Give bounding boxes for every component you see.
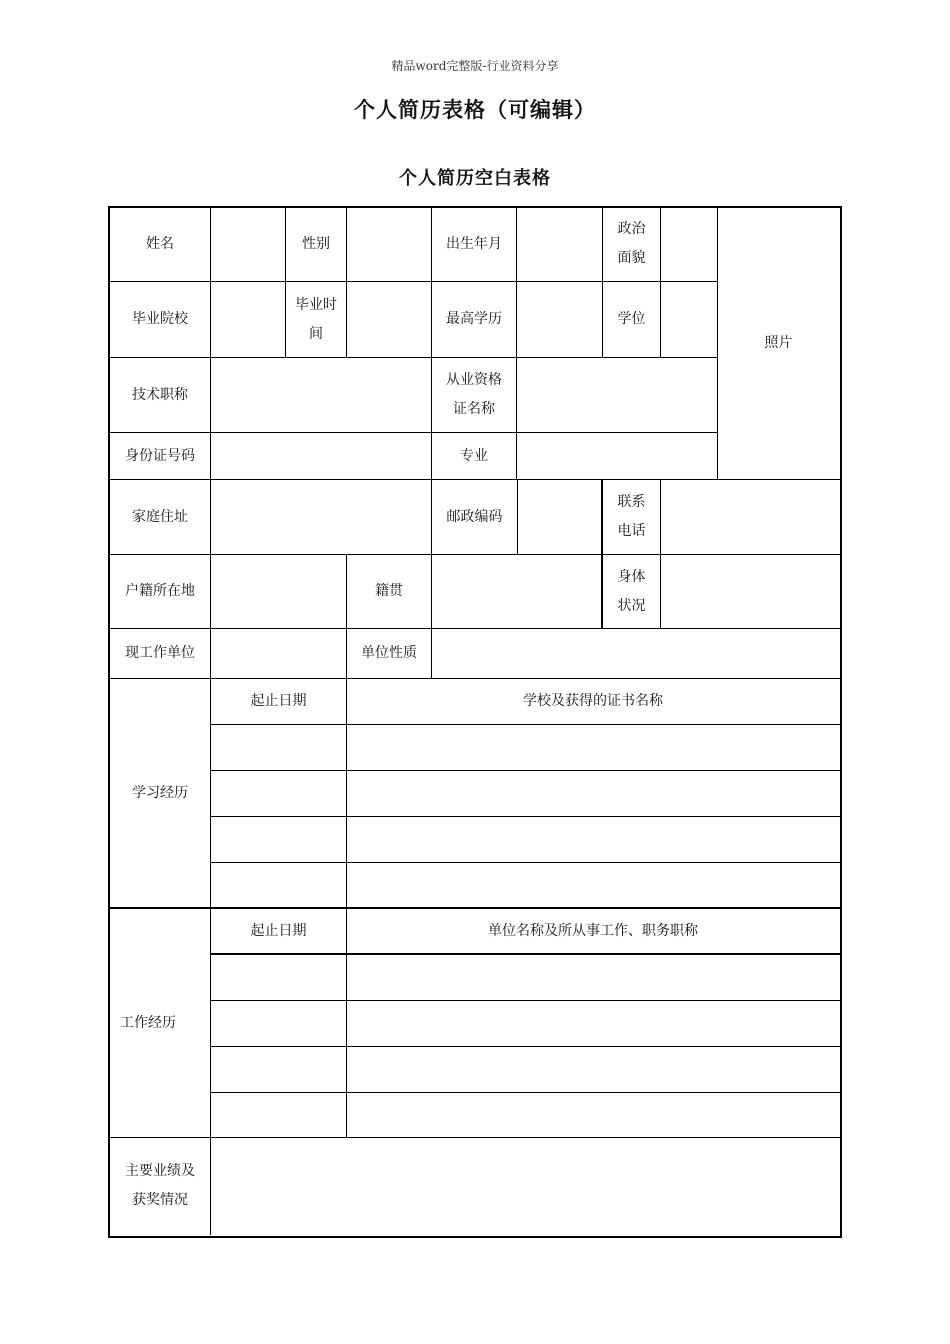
birth-field[interactable] [517, 207, 602, 281]
study-date-field[interactable] [211, 771, 346, 816]
grad-time-label-line1: 毕业时 [295, 296, 337, 313]
name-field[interactable] [211, 207, 285, 281]
study-date-field[interactable] [211, 817, 346, 862]
work-history-label: 工作经历 [120, 1014, 176, 1031]
work-unit-field[interactable] [347, 1047, 839, 1092]
native-field[interactable] [432, 555, 601, 628]
gender-label: 性别 [302, 235, 330, 252]
employer-type-label: 单位性质 [361, 645, 417, 661]
political-label [603, 207, 660, 281]
employer-field[interactable] [211, 629, 346, 678]
study-school-header: 学校及获得的证书名称 [523, 693, 663, 709]
study-date-field[interactable] [211, 725, 346, 770]
health-field[interactable] [661, 555, 839, 628]
name-label: 姓名 [146, 235, 174, 252]
health-label [603, 555, 660, 628]
hukou-label: 户籍所在地 [125, 583, 195, 599]
study-school-field[interactable] [347, 771, 839, 816]
work-date-header: 起止日期 [250, 922, 307, 939]
header-note: 精品word完整版-行业资料分享 [391, 59, 559, 73]
work-unit-field[interactable] [347, 1001, 839, 1046]
cert-label [432, 358, 516, 432]
awards-label-line1: 主要业绩及 [125, 1163, 195, 1179]
study-school-field[interactable] [347, 725, 839, 770]
page-title: 个人简历表格（可编辑） [354, 98, 596, 122]
cert-label-line2: 证名称 [453, 401, 495, 417]
phone-label-line1: 联系 [617, 494, 646, 510]
health-label-line2: 状况 [617, 597, 646, 614]
study-date-header: 起止日期 [250, 693, 307, 709]
phone-label [603, 480, 660, 554]
degree-level-label: 最高学历 [446, 311, 502, 327]
political-field[interactable] [661, 207, 717, 281]
cert-label-line1: 从业资格 [446, 372, 502, 388]
tech-title-field[interactable] [211, 358, 431, 432]
address-field[interactable] [211, 480, 431, 554]
birth-label: 出生年月 [446, 235, 502, 252]
school-field[interactable] [211, 282, 285, 357]
work-date-field[interactable] [211, 1093, 346, 1137]
awards-label-line2: 获奖情况 [132, 1192, 188, 1208]
employer-type-field[interactable] [432, 629, 839, 678]
work-unit-field[interactable] [347, 1093, 839, 1137]
major-label: 专业 [460, 447, 488, 464]
study-date-field[interactable] [211, 863, 346, 907]
study-school-field[interactable] [347, 817, 839, 862]
work-date-field[interactable] [211, 955, 346, 1000]
tech-title-label: 技术职称 [132, 386, 188, 403]
health-label-line1: 身体 [617, 568, 646, 585]
work-unit-header: 单位名称及所从事工作、职务职称 [488, 922, 698, 939]
work-date-field[interactable] [211, 1001, 346, 1046]
photo-box[interactable]: 照片 [764, 334, 793, 351]
grad-time-label-line2: 间 [309, 325, 323, 342]
page-subtitle: 个人简历空白表格 [399, 168, 551, 189]
school-label: 毕业院校 [132, 311, 188, 327]
awards-field[interactable] [211, 1138, 839, 1234]
degree-field[interactable] [661, 282, 717, 357]
awards-label [110, 1138, 210, 1234]
study-school-field[interactable] [347, 863, 839, 907]
employer-label: 现工作单位 [125, 645, 195, 661]
work-date-field[interactable] [211, 1047, 346, 1092]
postcode-field[interactable] [518, 480, 601, 554]
native-label: 籍贯 [375, 583, 403, 599]
degree-level-field[interactable] [517, 282, 602, 357]
political-label-line2: 面貌 [617, 250, 646, 266]
study-history-label: 学习经历 [132, 784, 188, 801]
postcode-label: 邮政编码 [446, 508, 503, 525]
address-label: 家庭住址 [132, 508, 188, 525]
degree-label: 学位 [617, 311, 646, 327]
grad-time-field[interactable] [347, 282, 431, 357]
id-number-field[interactable] [211, 433, 431, 479]
cert-field[interactable] [517, 358, 717, 432]
political-label-line1: 政治 [617, 221, 646, 237]
phone-label-line2: 电话 [617, 523, 646, 539]
major-field[interactable] [517, 433, 717, 479]
phone-field[interactable] [661, 480, 839, 554]
grad-time-label [286, 282, 346, 357]
hukou-field[interactable] [211, 555, 346, 628]
id-number-label: 身份证号码 [125, 447, 195, 464]
gender-field[interactable] [347, 207, 431, 281]
work-unit-field[interactable] [347, 955, 839, 1000]
